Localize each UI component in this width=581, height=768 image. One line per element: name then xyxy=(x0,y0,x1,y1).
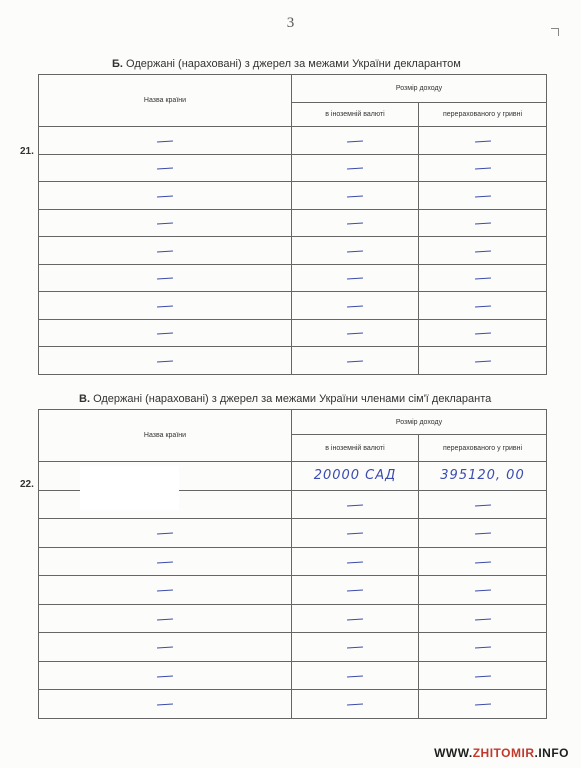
cell-foreign xyxy=(292,633,419,662)
handwritten-dash xyxy=(474,504,490,506)
handwritten-dash xyxy=(347,533,363,535)
cell-country xyxy=(39,182,292,210)
handwritten-dash xyxy=(474,561,490,563)
cell-foreign xyxy=(292,462,419,491)
cell-uah xyxy=(419,490,547,519)
cell-country xyxy=(39,633,292,662)
cell-foreign xyxy=(292,127,419,155)
row-number-22: 22. xyxy=(20,479,34,490)
table-row xyxy=(39,576,547,605)
row-number-21: 21. xyxy=(20,146,34,157)
section-b-table xyxy=(38,74,547,375)
handwritten-dash xyxy=(157,195,173,197)
table-row xyxy=(39,347,547,375)
handwritten-dash xyxy=(474,278,490,280)
cell-foreign xyxy=(292,576,419,605)
handwritten-dash xyxy=(347,704,363,706)
handwritten-dash xyxy=(157,250,173,252)
handwritten-dash xyxy=(157,278,173,280)
cell-uah xyxy=(419,319,547,347)
handwritten-dash xyxy=(157,168,173,170)
cell-country xyxy=(39,264,292,292)
handwritten-dash xyxy=(157,223,173,225)
section-b-text: Одержані (нараховані) з джерел за межами України декларантом xyxy=(126,58,461,70)
cell-uah xyxy=(419,209,547,237)
section-v-text: Одержані (нараховані) з джерел за межами України членами сім'ї декларанта xyxy=(93,393,492,405)
handwritten-dash xyxy=(347,561,363,563)
cell-foreign xyxy=(292,347,419,375)
handwritten-dash xyxy=(474,168,490,170)
cell-country xyxy=(39,661,292,690)
cell-foreign xyxy=(292,519,419,548)
cell-country xyxy=(39,319,292,347)
handwritten-dash xyxy=(347,278,363,280)
table-row xyxy=(39,633,547,662)
table-row xyxy=(39,319,547,347)
header-foreign-currency: в іноземній валюті xyxy=(292,103,419,127)
cell-uah xyxy=(419,604,547,633)
cell-foreign xyxy=(292,319,419,347)
cell-uah xyxy=(419,264,547,292)
table-row xyxy=(39,547,547,576)
cell-uah xyxy=(419,292,547,320)
handwritten-dash xyxy=(157,590,173,592)
handwritten-dash xyxy=(474,305,490,307)
handwritten-dash xyxy=(474,360,490,362)
cell-country xyxy=(39,209,292,237)
cell-foreign xyxy=(292,237,419,265)
header-country: Назва країни xyxy=(39,410,292,462)
cell-uah xyxy=(419,127,547,155)
cell-uah xyxy=(419,182,547,210)
redaction-box xyxy=(80,466,179,510)
handwritten-dash xyxy=(347,333,363,335)
handwritten-dash xyxy=(474,704,490,706)
watermark-prefix: WWW. xyxy=(434,746,473,760)
header-converted-uah: перерахованого у гривні xyxy=(419,435,547,462)
handwritten-dash xyxy=(347,168,363,170)
header-converted-uah: перерахованого у гривні xyxy=(419,103,547,127)
cell-country xyxy=(39,547,292,576)
cell-country xyxy=(39,576,292,605)
cell-country xyxy=(39,127,292,155)
cell-country xyxy=(39,690,292,719)
cell-country xyxy=(39,292,292,320)
handwritten-dash xyxy=(474,195,490,197)
cell-country xyxy=(39,604,292,633)
handwritten-dash xyxy=(347,675,363,677)
table-row xyxy=(39,182,547,210)
handwritten-dash xyxy=(474,618,490,620)
handwritten-dash xyxy=(157,647,173,649)
section-b-letter: Б. xyxy=(112,58,123,70)
cell-country xyxy=(39,154,292,182)
handwritten-dash xyxy=(347,360,363,362)
corner-mark xyxy=(551,28,559,36)
cell-uah xyxy=(419,237,547,265)
table-row xyxy=(39,209,547,237)
cell-uah xyxy=(419,547,547,576)
table-row xyxy=(39,237,547,265)
cell-foreign xyxy=(292,264,419,292)
cell-uah xyxy=(419,154,547,182)
cell-uah xyxy=(419,576,547,605)
table-row xyxy=(39,127,547,155)
cell-foreign xyxy=(292,661,419,690)
table-row xyxy=(39,604,547,633)
header-foreign-currency: в іноземній валюті xyxy=(292,435,419,462)
handwritten-dash xyxy=(474,533,490,535)
cell-country xyxy=(39,237,292,265)
section-v-title xyxy=(79,393,491,405)
handwritten-dash xyxy=(157,561,173,563)
table-row xyxy=(39,264,547,292)
handwritten-dash xyxy=(347,305,363,307)
cell-uah xyxy=(419,519,547,548)
cell-uah xyxy=(419,690,547,719)
cell-foreign xyxy=(292,490,419,519)
handwritten-dash xyxy=(347,195,363,197)
section-v-table xyxy=(38,409,547,719)
table-row xyxy=(39,690,547,719)
handwritten-dash xyxy=(474,675,490,677)
handwritten-dash xyxy=(347,250,363,252)
table-row xyxy=(39,154,547,182)
cell-uah xyxy=(419,347,547,375)
cell-foreign xyxy=(292,209,419,237)
cell-country xyxy=(39,347,292,375)
handwritten-dash xyxy=(474,140,490,142)
cell-country xyxy=(39,519,292,548)
cell-uah xyxy=(419,462,547,491)
cell-uah xyxy=(419,661,547,690)
handwritten-dash xyxy=(157,533,173,535)
table-row xyxy=(39,661,547,690)
handwritten-dash xyxy=(157,618,173,620)
header-income-size: Розмір доходу xyxy=(292,75,547,103)
cell-foreign xyxy=(292,292,419,320)
cell-foreign xyxy=(292,604,419,633)
handwritten-dash xyxy=(474,223,490,225)
cell-foreign xyxy=(292,154,419,182)
handwritten-value: 395120, 00 xyxy=(440,468,525,484)
handwritten-dash xyxy=(157,360,173,362)
handwritten-dash xyxy=(157,704,173,706)
handwritten-dash xyxy=(157,305,173,307)
handwritten-dash xyxy=(347,504,363,506)
header-country: Назва країни xyxy=(39,75,292,127)
handwritten-value: 20000 CAД xyxy=(313,468,397,484)
site-watermark xyxy=(434,746,569,760)
header-income-size: Розмір доходу xyxy=(292,410,547,435)
handwritten-dash xyxy=(474,250,490,252)
cell-foreign xyxy=(292,690,419,719)
table-row xyxy=(39,292,547,320)
handwritten-dash xyxy=(347,590,363,592)
handwritten-dash xyxy=(347,618,363,620)
table-row xyxy=(39,519,547,548)
watermark-suffix: .INFO xyxy=(534,746,569,760)
page-number: 3 xyxy=(286,15,295,31)
handwritten-dash xyxy=(157,675,173,677)
cell-foreign xyxy=(292,182,419,210)
section-b-title xyxy=(112,58,461,70)
handwritten-dash xyxy=(474,590,490,592)
cell-uah xyxy=(419,633,547,662)
section-v-letter: В. xyxy=(79,393,90,405)
cell-foreign xyxy=(292,547,419,576)
handwritten-dash xyxy=(474,647,490,649)
handwritten-dash xyxy=(347,647,363,649)
watermark-name: ZHITOMIR xyxy=(472,746,535,760)
handwritten-dash xyxy=(347,223,363,225)
handwritten-dash xyxy=(474,333,490,335)
handwritten-dash xyxy=(157,333,173,335)
handwritten-dash xyxy=(157,140,173,142)
handwritten-dash xyxy=(347,140,363,142)
